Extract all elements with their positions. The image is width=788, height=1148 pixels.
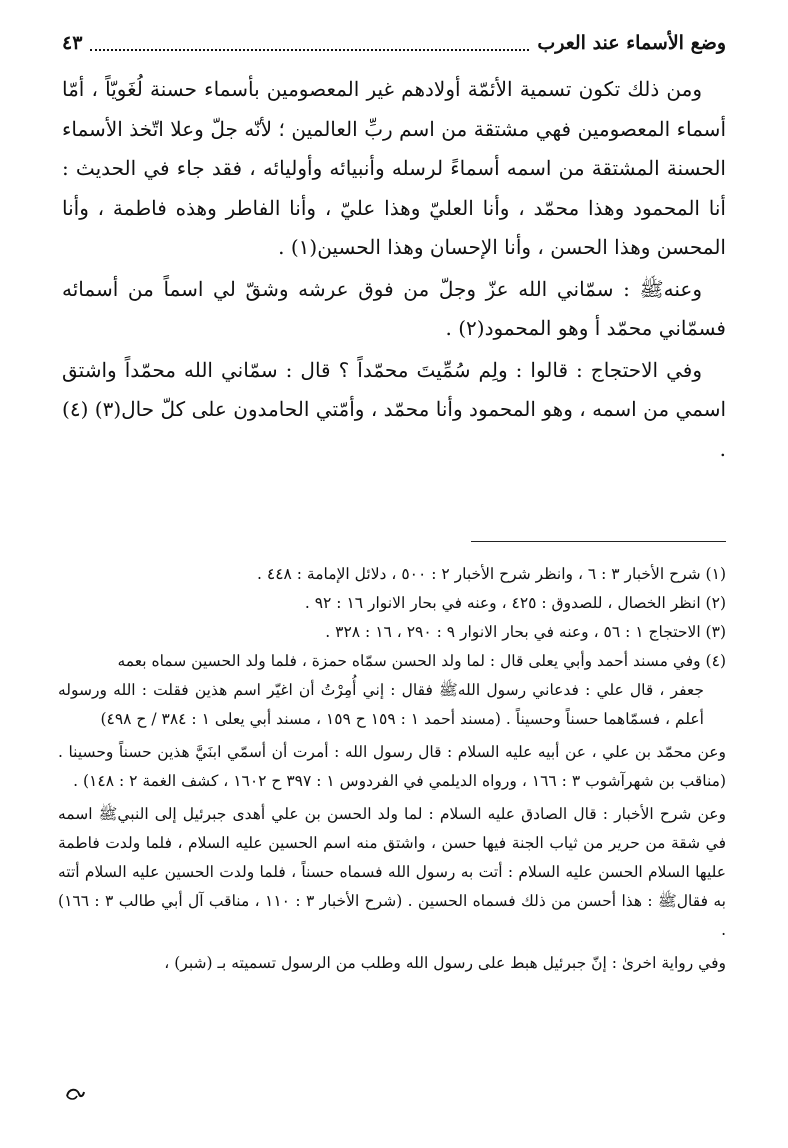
footnote-2: (٢) انظر الخصال ، للصدوق : ٤٢٥ ، وعنه في بحار الانوار ١٦ : ٩٢ .: [304, 594, 726, 612]
footnote-4-opening: (٤) وفي مسند أحمد وأبي يعلى قال : لما ولد الحسن سمّاه حمزة ، فلما ولد الحسين سماه بعمه: [117, 652, 726, 670]
main-paragraph-2: وعنهﷺ : سمّاني الله عزّ وجلّ من فوق عرشه وشقّ لي اسماً من أسمائه فسمّاني محمّد أ وهو المحمود(٢) .: [62, 276, 726, 340]
page-turn-mark-icon: [64, 1086, 86, 1102]
chapter-title: وضع الأسماء عند العرب: [537, 32, 726, 54]
footnote-1: (١) شرح الأخبار ٣ : ٦ ، وانظر شرح الأخبار ٢ : ٥٠٠ ، دلائل الإمامة : ٤٤٨ .: [257, 565, 726, 583]
main-paragraph-1: ومن ذلك تكون تسمية الأئمّة أولادهم غير المعصومين بأسماء حسنة لُغَويّاً ، أمّا أسماء المعصومين فهي مشتقة من اسم ربِّ العالمين ؛ لأنّه جلّ وعلا اتّخذ الأسماء الحسنة المشتقة من اسمه أسماءً لرسله وأنبيائه وأوليائه ، فقد جاء في الحديث : أنا المحمود وهذا محمّد ، وأنا العليّ وهذا عليّ ، وأنا الفاطر وهذه فاطمة ، وأنا المحسن وهذا الحسن ، وأنا الإحسان وهذا الحسين(١) .: [62, 77, 726, 259]
footnote-4-continuation: جعفر ، قال علي : فدعاني رسول اللهﷺ فقال : إني أُمِرْتُ أن اغيّر اسم هذين فقلت : الله ورسوله أعلم ، فسمّاهما حسناً وحسيناً . (مسند أحمد ١ : ١٥٩ ح ١٥٩ ، مسند أبي يعلى ١ : ٣٨٤ / ح ٤٩٨): [58, 681, 704, 728]
footnote-3: (٣) الاحتجاج ١ : ٥٦ ، وعنه في بحار الانوار ٩ : ٢٩٠ ، ١٦ : ٣٢٨ .: [325, 623, 726, 641]
main-text: [62, 70, 726, 471]
page-number: ٤٣: [62, 32, 83, 54]
main-paragraph-3: وفي الاحتجاج : قالوا : ولِم سُمِّيتَ محمّداً ؟ قال : سمّاني الله محمّداً واشتق اسمي من اسمه ، وهو المحمود وأنا محمّد ، وأمّتي الحامدون على كلّ حال(٣) (٤) .: [62, 357, 727, 461]
footnote-separator: [471, 541, 726, 542]
footnote-4-paragraph-2: وعن محمّد بن علي ، عن أبيه عليه السلام : قال رسول الله : أمرت أن أسمّي ابنَيَّ هذين حسناً وحسينا . (مناقب بن شهرآشوب ٣ : ١٦٦ ، ورواه الديلمي في الفردوس ١ : ٣٩٧ ح ١٦٠٢ ، كشف الغمة ٢ : ١٤٨) .: [58, 743, 726, 790]
running-header: [62, 28, 726, 58]
footnote-4-paragraph-3: وعن شرح الأخبار : قال الصادق عليه السلام : لما ولد الحسن بن علي أهدى جبرئيل إلى النبيﷺ اسمه في شقة من حرير من ثياب الجنة فيها حسن ، واشتق منه اسم الحسين عليه السلام ، فلما ولدت فاطمة عليها السلام الحسن عليه السلام : أتت به رسول الله فسماه حسناً ، فلما ولدت الحسين عليه السلام أتته به فقالﷺ : هذا أحسن من ذلك فسماه الحسين . (شرح الأخبار ٣ : ١١٠ ، مناقب آل أبي طالب ٣ : ١٦٦) .: [58, 805, 726, 939]
header-dot-leader: [90, 48, 529, 51]
footnote-4-paragraph-4: وفي رواية اخرىٰ : إنّ جبرئيل هبط على رسول الله وطلب من الرسول تسميته بـ (شبر) ،: [164, 954, 726, 972]
footnotes: [58, 560, 726, 978]
